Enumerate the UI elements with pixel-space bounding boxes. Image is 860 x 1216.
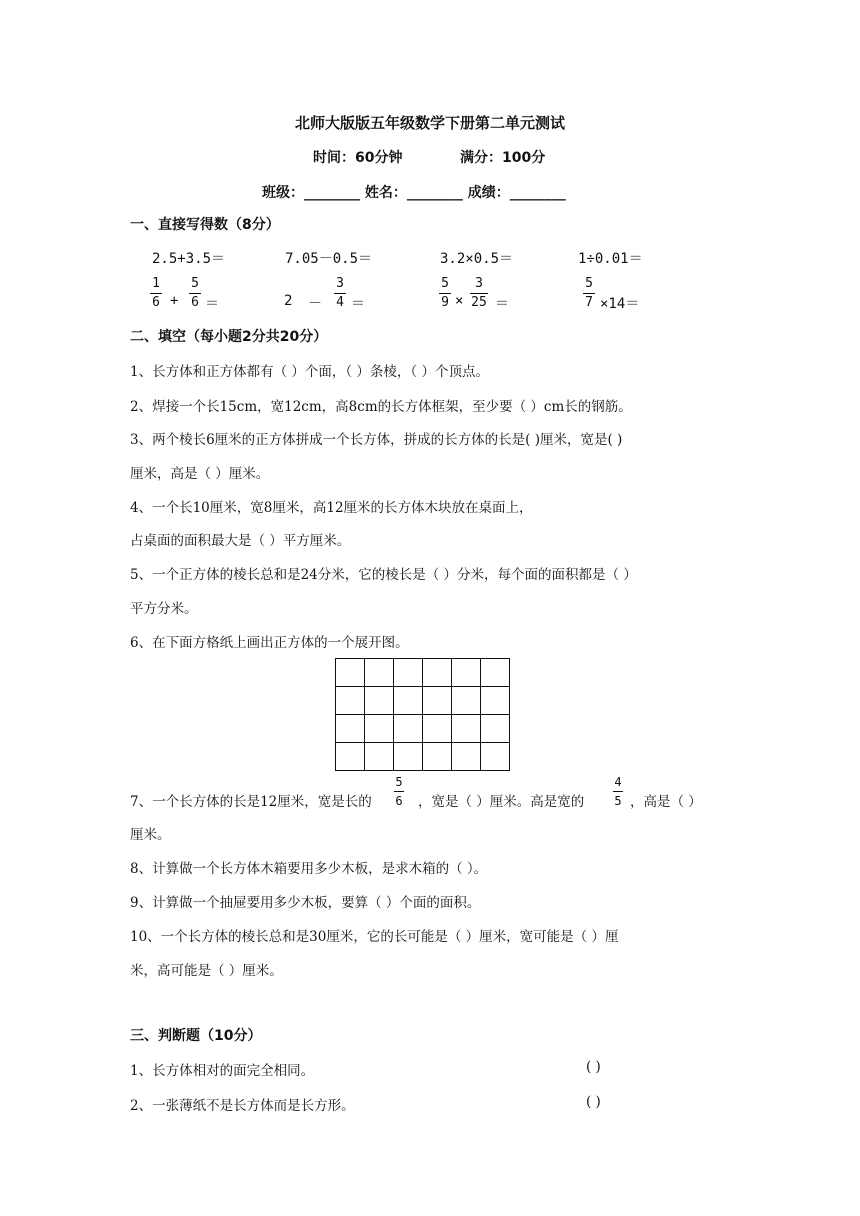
op-plus: + (170, 293, 179, 309)
question-2-7-text-c: ，高是（ ） (630, 794, 702, 810)
section3-heading: 三、判断题（10分） (130, 1028, 262, 1044)
equals-2: ＝ (351, 296, 365, 312)
full-score: 满分：100分 (460, 150, 546, 166)
exam-time: 时间：60分钟 (313, 150, 403, 166)
judge-blank-1[interactable]: ( ) (586, 1059, 601, 1075)
question-2-8: 8、计算做一个长方体木箱要用多少木板，是求木箱的（ ）。 (130, 861, 488, 877)
question-2-5: 5、一个正方体的棱长总和是24分米，它的棱长是（ ）分米，每个面的面积都是（ ） (130, 567, 637, 583)
question-2-9: 9、计算做一个抽屉要用多少木板，要算（ ）个面的面积。 (130, 895, 481, 911)
judge-blank-2[interactable]: ( ) (586, 1094, 601, 1110)
fraction-1-6: 1 6 (150, 276, 162, 311)
question-2-10-cont: 米，高可能是（ ）厘米。 (130, 963, 283, 979)
question-2-2: 2、焊接一个长15cm，宽12cm，高8cm的长方体框架，至少要（ ）cm长的钢筋。 (130, 399, 632, 415)
question-2-4-cont: 占桌面的面积最大是（ ）平方厘米。 (130, 533, 351, 549)
question-2-3-cont: 厘米，高是（ ）厘米。 (130, 466, 270, 482)
op-times: × (455, 293, 464, 309)
question-2-10: 10、一个长方体的棱长总和是30厘米，它的长可能是（ ）厘米，宽可能是（ ）厘 (130, 929, 619, 945)
fraction-5-9: 5 9 (439, 276, 451, 311)
equals-1: ＝ (205, 296, 219, 312)
question-2-1: 1、长方体和正方体都有（ ）个面，（ ）条棱，（ ）个顶点。 (130, 364, 489, 380)
section1-heading: 一、直接写得数（8分） (130, 217, 280, 233)
question-2-7 (130, 790, 372, 810)
grid-paper[interactable] (335, 658, 510, 771)
fraction-5-7: 5 7 (583, 276, 595, 311)
question-2-5-cont: 平方分米。 (130, 601, 198, 617)
fraction-3-25: 3 25 (471, 276, 487, 310)
fraction-4-5-inline: 4 5 (614, 775, 622, 808)
section2-heading: 二、填空（每小题2分共20分） (130, 329, 328, 345)
calc-3: 3.2×0.5＝ (440, 251, 514, 267)
fraction-5-6-inline: 5 6 (395, 775, 403, 808)
question-2-7-text-a: 7、一个长方体的长是12厘米，宽是长的 (130, 794, 372, 810)
equals-3: ＝ (495, 296, 509, 312)
question-2-6: 6、在下面方格纸上画出正方体的一个展开图。 (130, 635, 409, 651)
fraction-5-6: 5 6 (189, 276, 201, 311)
whole-2: 2 (284, 293, 293, 309)
op-minus: － (308, 296, 322, 312)
question-2-3: 3、两个棱长6厘米的正方体拼成一个长方体，拼成的长方体的长是( )厘米，宽是( ) (130, 432, 623, 448)
student-info-fields: 班级：________ 姓名：________ 成绩：________ (262, 185, 566, 201)
fraction-3-4: 3 4 (334, 276, 346, 311)
question-2-7-cont: 厘米。 (130, 827, 171, 843)
question-2-4: 4、一个长10厘米，宽8厘米，高12厘米的长方体木块放在桌面上， (130, 500, 533, 516)
calc-2: 7.05－0.5＝ (285, 251, 373, 267)
judge-item-2: 2、一张薄纸不是长方体而是长方形。 (130, 1098, 355, 1114)
calc-1: 2.5+3.5＝ (152, 251, 226, 267)
question-2-7-text-b: ，宽是（ ）厘米。高是宽的 (418, 794, 585, 810)
page-title: 北师大版版五年级数学下册第二单元测试 (294, 114, 565, 132)
calc-4: 1÷0.01＝ (578, 251, 643, 267)
times-14: ×14＝ (600, 296, 640, 312)
judge-item-1: 1、长方体相对的面完全相同。 (130, 1063, 315, 1079)
